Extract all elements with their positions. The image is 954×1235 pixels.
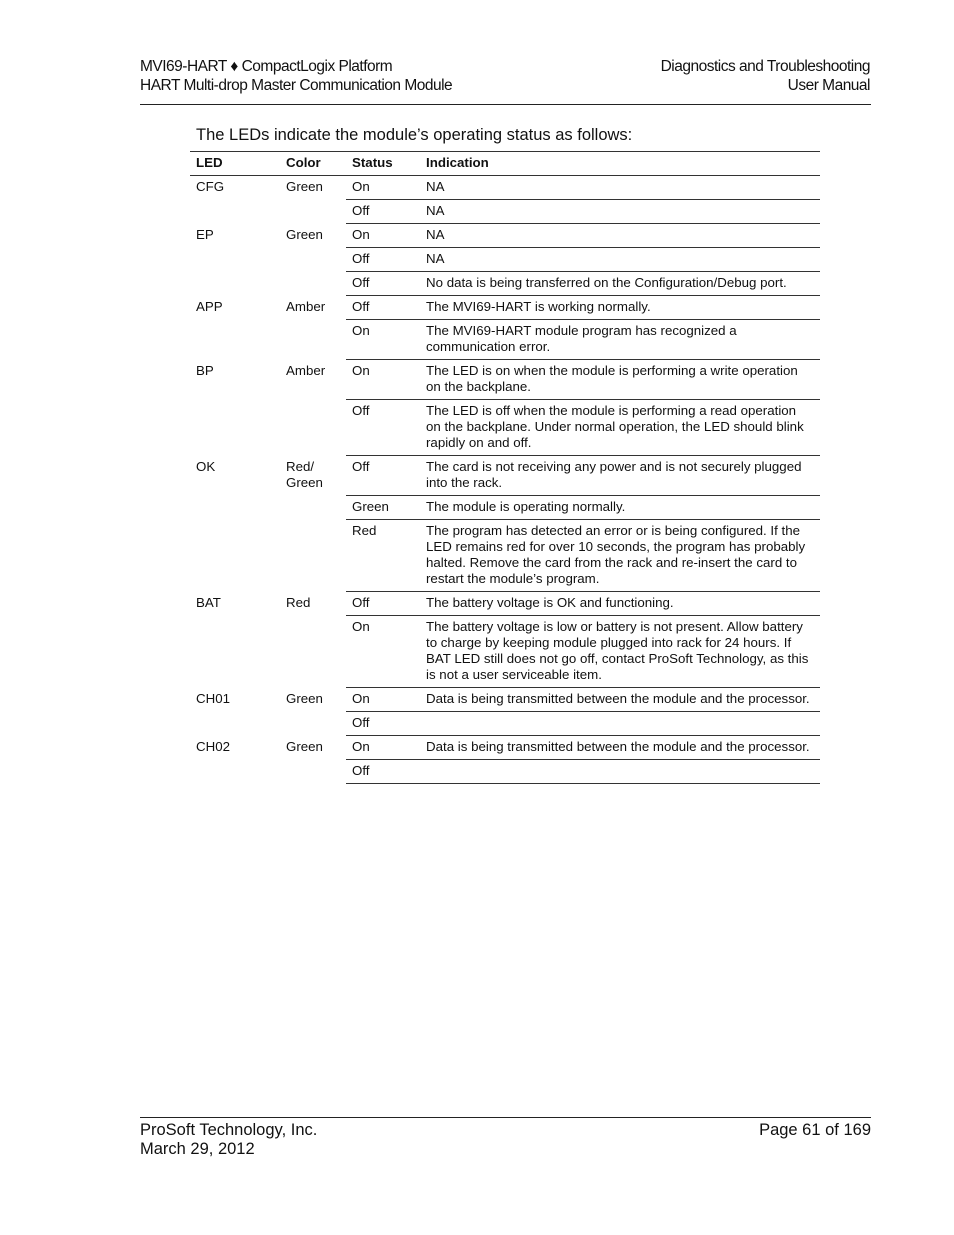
led-color-cell: Green — [286, 226, 323, 242]
footer-date: March 29, 2012 — [140, 1140, 255, 1158]
table-row — [190, 176, 820, 200]
status-cell: On — [346, 616, 420, 688]
indication-cell: Data is being transmitted between the module and the processor. — [420, 688, 820, 712]
status-cell: On — [346, 688, 420, 712]
status-cell: Off — [346, 272, 420, 296]
led-color-cell: Red — [286, 594, 311, 610]
column-header-led: LED — [190, 152, 280, 176]
status-cell: On — [346, 176, 420, 200]
led-color-cell: Green — [286, 179, 323, 194]
status-cell: On — [346, 224, 420, 248]
indication-cell: NA — [420, 176, 820, 200]
table-body — [190, 176, 820, 784]
status-cell: On — [346, 360, 420, 400]
led-name-cell: EP — [196, 226, 214, 242]
indication-cell — [420, 712, 820, 736]
table-row — [190, 360, 820, 400]
header-right — [661, 57, 870, 95]
indication-cell: NA — [420, 200, 820, 224]
indication-cell: The MVI69-HART is working normally. — [420, 296, 820, 320]
header-left — [140, 57, 452, 95]
status-cell: Off — [346, 200, 420, 224]
footer-left — [140, 1121, 317, 1159]
led-color-cell: Green — [286, 690, 323, 706]
indication-cell: The battery voltage is OK and functioning. — [420, 592, 820, 616]
status-cell: Off — [346, 400, 420, 456]
document-title: User Manual — [787, 77, 870, 94]
footer-page-number: Page 61 of 169 — [759, 1121, 871, 1139]
table-row — [190, 736, 820, 760]
led-color-cell: Green — [286, 738, 323, 754]
table-row — [190, 456, 820, 496]
indication-cell: The program has detected an error or is being configured. If the LED remains red for over 10 seconds, the program has probably halted. Remove the card from the rack and re-insert the card to restart the module’s program. — [420, 520, 820, 592]
column-header-status: Status — [346, 152, 420, 176]
indication-cell: NA — [420, 248, 820, 272]
status-cell: On — [346, 736, 420, 760]
table-row — [190, 688, 820, 712]
indication-cell: Data is being transmitted between the module and the processor. — [420, 736, 820, 760]
indication-cell: The MVI69-HART module program has recognized a communication error. — [420, 320, 820, 360]
indication-cell: The LED is on when the module is performing a write operation on the backplane. — [420, 360, 820, 400]
led-name-cell: CH01 — [196, 690, 230, 706]
header-divider — [140, 104, 871, 105]
indication-cell: The battery voltage is low or battery is not present. Allow battery to charge by keeping module plugged into rack for 24 hours. If BAT LED still does not go off, contact ProSoft Technology, as this is not a user serviceable item. — [420, 616, 820, 688]
status-cell: Off — [346, 296, 420, 320]
table-row — [190, 224, 820, 248]
status-cell: Off — [346, 760, 420, 784]
led-name-cell: OK — [196, 458, 216, 474]
table-row — [190, 296, 820, 320]
status-cell: Off — [346, 712, 420, 736]
status-cell: Red — [346, 520, 420, 592]
column-header-color: Color — [280, 152, 346, 176]
status-cell: On — [346, 320, 420, 360]
status-cell: Off — [346, 248, 420, 272]
status-cell: Off — [346, 456, 420, 496]
led-status-table — [190, 151, 820, 784]
page-footer — [140, 1117, 871, 1158]
column-header-indication: Indication — [420, 152, 820, 176]
led-color-cell: Red/ Green — [286, 458, 323, 490]
table-row — [190, 592, 820, 616]
table-header-row — [190, 152, 820, 176]
footer-company: ProSoft Technology, Inc. — [140, 1121, 318, 1139]
status-cell: Green — [346, 496, 420, 520]
product-subtitle: HART Multi-drop Master Communication Module — [140, 77, 453, 94]
led-name-cell: APP — [196, 298, 223, 314]
indication-cell: NA — [420, 224, 820, 248]
intro-paragraph: The LEDs indicate the module’s operating status as follows: — [196, 126, 633, 144]
indication-cell: No data is being transferred on the Configuration/Debug port. — [420, 272, 820, 296]
led-name-cell: BP — [196, 362, 214, 378]
status-cell: Off — [346, 592, 420, 616]
led-name-cell: CFG — [196, 179, 225, 194]
section-title: Diagnostics and Troubleshooting — [660, 58, 870, 75]
product-title: MVI69-HART ♦ CompactLogix Platform — [140, 58, 393, 75]
indication-cell — [420, 760, 820, 784]
indication-cell: The card is not receiving any power and is not securely plugged into the rack. — [420, 456, 820, 496]
indication-cell: The module is operating normally. — [420, 496, 820, 520]
led-color-cell: Amber — [286, 298, 326, 314]
led-name-cell: BAT — [196, 594, 221, 610]
led-color-cell: Amber — [286, 362, 326, 378]
indication-cell: The LED is off when the module is performing a read operation on the backplane. Under normal operation, the LED should blink rapidly on and off. — [420, 400, 820, 456]
led-name-cell: CH02 — [196, 738, 230, 754]
